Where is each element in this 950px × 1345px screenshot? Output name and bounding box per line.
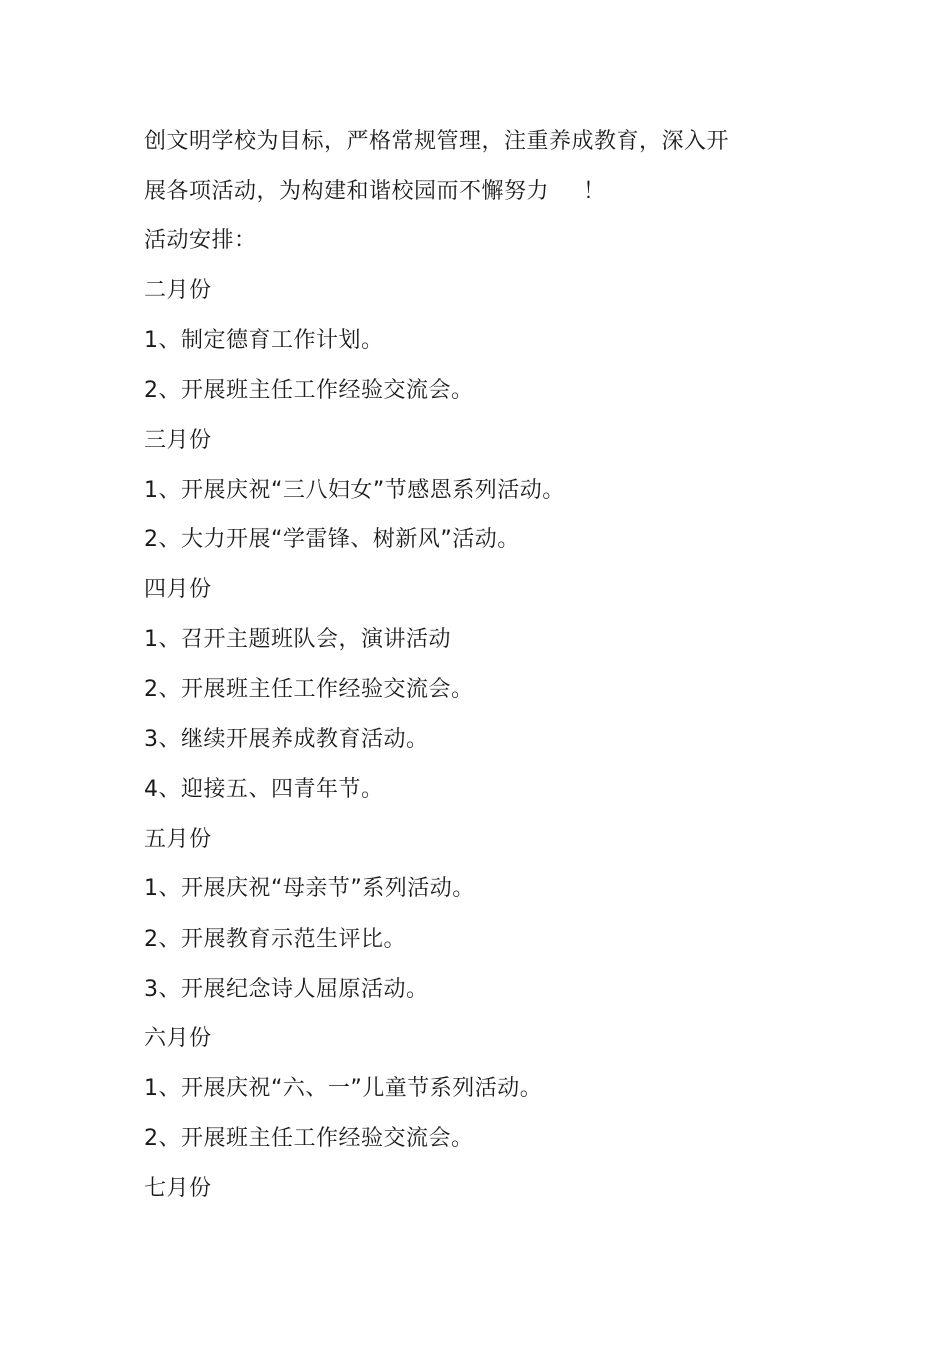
list-item: 4、迎接五、四青年节。 <box>144 777 384 802</box>
schedule-heading: 活动安排： <box>144 228 257 253</box>
month-heading-jun: 六月份 <box>144 1026 212 1051</box>
list-item: 3、开展纪念诗人屈原活动。 <box>144 977 429 1002</box>
list-item: 1、开展庆祝“六、一”儿童节系列活动。 <box>144 1076 543 1101</box>
intro-line-2-end: ！ <box>583 179 606 204</box>
month-heading-jul: 七月份 <box>144 1176 212 1201</box>
intro-line-2 <box>144 177 606 207</box>
intro-line-1: 创文明学校为目标，严格常规管理，注重养成教育，深入开 <box>144 129 730 154</box>
list-item: 2、开展班主任工作经验交流会。 <box>144 378 474 403</box>
list-item: 2、开展教育示范生评比。 <box>144 927 406 952</box>
month-heading-apr: 四月份 <box>144 577 212 602</box>
list-item: 1、召开主题班队会，演讲活动 <box>144 627 451 652</box>
list-item: 2、开展班主任工作经验交流会。 <box>144 677 474 702</box>
month-heading-feb: 二月份 <box>144 278 212 303</box>
month-heading-mar: 三月份 <box>144 428 212 453</box>
list-item: 1、制定德育工作计划。 <box>144 328 384 353</box>
list-item: 2、大力开展“学雷锋、树新风”活动。 <box>144 527 520 552</box>
intro-line-2-text: 展各项活动，为构建和谐校园而不懈努力 <box>144 179 550 204</box>
month-heading-may: 五月份 <box>144 827 212 852</box>
list-item: 1、开展庆祝“母亲节”系列活动。 <box>144 876 475 901</box>
list-item: 2、开展班主任工作经验交流会。 <box>144 1126 474 1151</box>
list-item: 3、继续开展养成教育活动。 <box>144 727 429 752</box>
list-item: 1、开展庆祝“三八妇女”节感恩系列活动。 <box>144 478 565 503</box>
